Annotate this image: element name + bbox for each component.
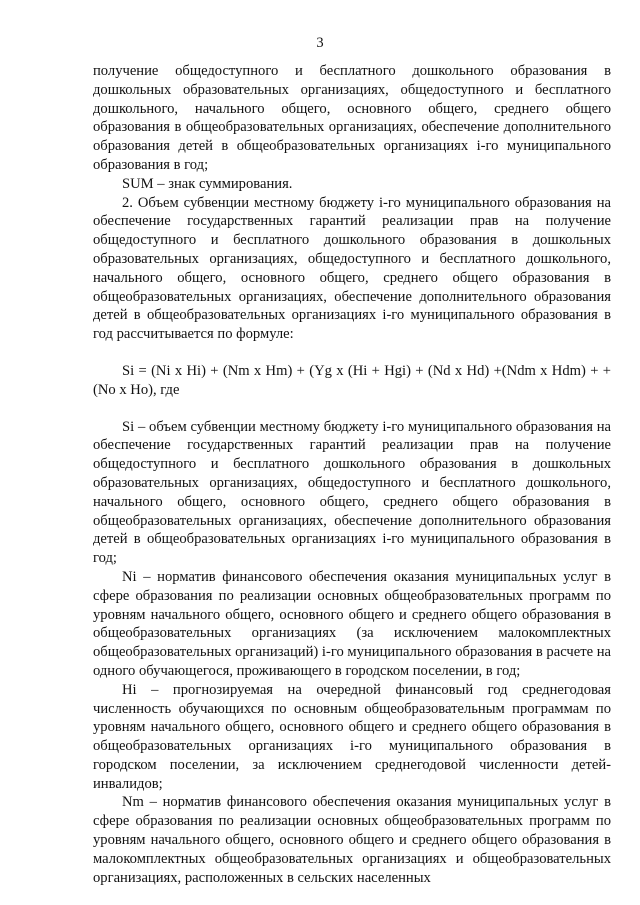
document-body bbox=[93, 62, 611, 887]
spacer bbox=[93, 400, 611, 418]
paragraph-sum-definition: SUM – знак суммирования. bbox=[122, 175, 293, 192]
paragraph-ni-definition: Ni – норматив финансового обеспечения оказания муниципальных услуг в сфере образования по реализации основных общеобразовательных программ по уровням начального общего, основного общего и среднего общего образования в общеобразовательных организациях (за исключением малокомплектных общеобразовательных организаций) i-го муниципального образования в расчете на одного обучающегося, проживающего в городском поселении, в год; bbox=[93, 568, 611, 679]
page-number: 3 bbox=[316, 35, 324, 51]
paragraph-hi-definition: Hi – прогнозируемая на очередной финансовый год среднегодовая численность обучающихся по основным общеобразовательным программам по уровням начального общего, основного общего и среднего общего образования в общеобразовательных организациях i-го муниципального образования в городском поселении, за исключением среднегодовой численности детей-инвалидов; bbox=[93, 681, 611, 792]
paragraph-nm-definition: Nm – норматив финансового обеспечения оказания муниципальных услуг в сфере образования по реализации основных общеобразовательных программ по уровням начального общего, основного общего и среднего общего образования в малокомплектных общеобразовательных организациях и общеобразовательных организациях, расположенных в сельских населенных bbox=[93, 794, 611, 886]
paragraph-continuation: получение общедоступного и бесплатного дошкольного образования в дошкольных образовательных организациях, общедоступного и бесплатного дошкольного, начального общего, основного общего, среднего общего образования в общеобразовательных организациях, обеспечение дополнительного образования детей в общеобразовательных организациях i-го муниципального образования в год; bbox=[93, 63, 611, 173]
formula: Si = (Ni x Hi) + (Nm x Hm) + (Yg x (Hi + Hgi) + (Nd x Hd) +(Ndm x Hdm) + + (No x Ho), где bbox=[93, 362, 611, 398]
paragraph-si-definition: Si – объем субвенции местному бюджету i-го муниципального образования на обеспечение государственных гарантий реализации прав на получение общедоступного и бесплатного дошкольного образования в дошкольных образовательных организациях, общедоступного и бесплатного дошкольного, начального общего, основного общего, среднего общего образования в общеобразовательных организациях, обеспечение дополнительного образования детей в общеобразовательных организациях i-го муниципального образования в год; bbox=[93, 418, 611, 567]
spacer bbox=[93, 344, 611, 362]
paragraph-item-2: 2. Объем субвенции местному бюджету i-го муниципального образования на обеспечение государственных гарантий реализации прав на получение общедоступного и бесплатного дошкольного образования в дошкольных образовательных организациях, общедоступного и бесплатного дошкольного, начального общего, основного общего, среднего общего образования в общеобразовательных организациях, обеспечение дополнительного образования детей в общеобразовательных организациях i-го муниципального образования в год рассчитывается по формуле: bbox=[93, 194, 611, 343]
